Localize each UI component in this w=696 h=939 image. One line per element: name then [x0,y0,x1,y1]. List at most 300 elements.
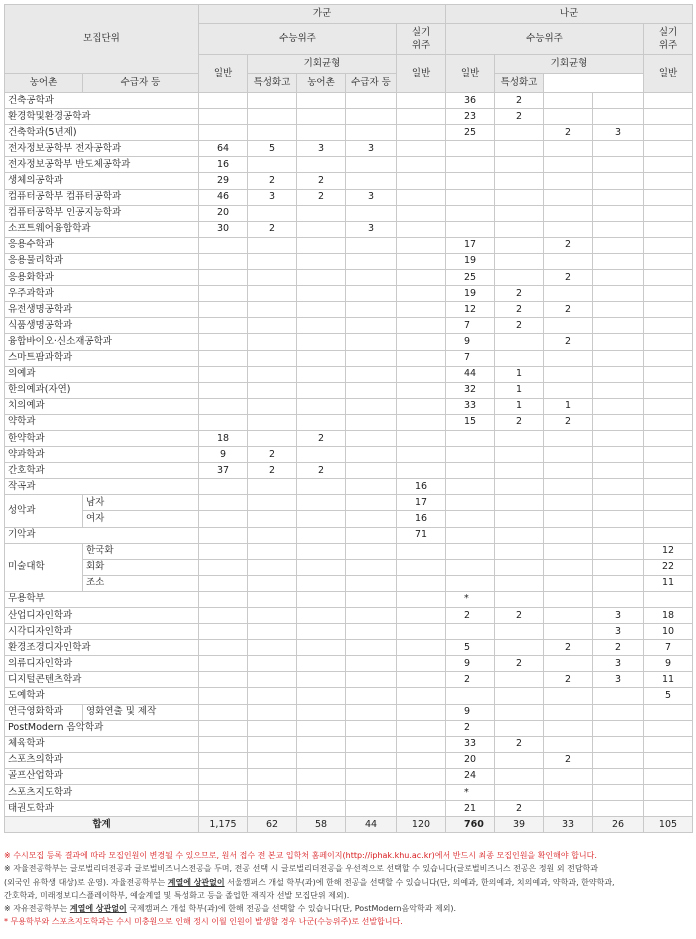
cell-value: 2 [248,463,297,479]
cell-value [593,414,644,430]
cell-value [593,752,644,768]
cell-value [495,704,544,720]
cell-value [297,109,346,125]
table-row [5,398,693,414]
header-ga-group: 가군 [199,5,446,24]
table-row [5,656,693,672]
cell-value [346,205,397,221]
cell-value [397,414,446,430]
cell-value [644,752,693,768]
cell-value [297,785,346,801]
cell-value [397,768,446,784]
total-label: 합계 [5,817,199,833]
cell-value: 30 [199,221,248,237]
cell-value [346,253,397,269]
cell-value [644,350,693,366]
cell-value [248,720,297,736]
cell-value [248,93,297,109]
table-row [5,447,693,463]
cell-value [397,640,446,656]
cell-value [593,253,644,269]
table-row [5,527,693,543]
row-label: 컴퓨터공학부 인공지능학과 [5,205,199,221]
row-label: 연극영화학과 [5,704,83,720]
cell-value [644,205,693,221]
table-row [5,93,693,109]
row-label: 치의예과 [5,398,199,414]
row-sub-label: 남자 [83,495,199,511]
cell-value [297,253,346,269]
table-row [5,141,693,157]
cell-value [446,688,495,704]
cell-value [297,559,346,575]
cell-value: 71 [397,527,446,543]
row-label: 태권도학과 [5,801,199,817]
row-label: 약학과 [5,414,199,430]
cell-value [248,672,297,688]
table-row [5,608,693,624]
cell-value [644,463,693,479]
cell-value [297,575,346,591]
cell-value: 1 [495,382,544,398]
cell-value [397,253,446,269]
cell-value [297,447,346,463]
cell-value [397,334,446,350]
row-label: 산업디자인학과 [5,608,199,624]
row-label: 작곡과 [5,479,199,495]
cell-value [346,688,397,704]
row-label: 소프트웨어융합학과 [5,221,199,237]
cell-value [248,286,297,302]
cell-value [495,430,544,446]
table-row [5,688,693,704]
cell-value [495,221,544,237]
cell-value [397,801,446,817]
cell-value [593,157,644,173]
cell-value [446,447,495,463]
cell-value: 15 [446,414,495,430]
cell-value [297,801,346,817]
cell-value [199,237,248,253]
cell-value [644,430,693,446]
cell-value [544,768,593,784]
table-row [5,624,693,640]
table-row [5,720,693,736]
cell-value [544,479,593,495]
cell-value [248,398,297,414]
note-2a: ※ 자율전공학부는 글로벌리더전공과 글로벌비즈니스전공을 두며, 전공 선택 시 글로벌리더전공을 우선적으로 선택할 수 있습니다(글로벌비즈니스 전공은 정원 외 전담학과 [4,864,599,874]
cell-value [199,559,248,575]
cell-value [248,350,297,366]
cell-value: 46 [199,189,248,205]
cell-value [297,270,346,286]
cell-value: 20 [199,205,248,221]
table-row [5,318,693,334]
cell-value [593,205,644,221]
cell-value [593,591,644,607]
cell-value [446,463,495,479]
cell-value [593,575,644,591]
cell-value [248,366,297,382]
cell-value [544,253,593,269]
cell-value [397,688,446,704]
cell-value [346,527,397,543]
cell-value [644,527,693,543]
cell-value [397,173,446,189]
cell-value [593,801,644,817]
header-na-nongeochon: 농어촌 [297,74,346,93]
cell-value [593,720,644,736]
table-row [5,189,693,205]
row-label: 환경학및환경공학과 [5,109,199,125]
header-na-silgi: 실기 위주 [644,24,693,55]
cell-value [544,736,593,752]
cell-value [593,221,644,237]
cell-value [199,656,248,672]
cell-value [297,640,346,656]
header-ga-sugeup: 수급자 등 [83,74,199,93]
cell-value [297,366,346,382]
cell-value [593,688,644,704]
cell-value [199,253,248,269]
cell-value [644,768,693,784]
cell-value [593,785,644,801]
cell-value [248,430,297,446]
cell-value [297,125,346,141]
table-row [5,302,693,318]
cell-value: 9 [644,656,693,672]
cell-value [248,752,297,768]
cell-value [397,575,446,591]
cell-value [248,318,297,334]
cell-value: 18 [644,608,693,624]
cell-value: 22 [644,559,693,575]
cell-value [346,430,397,446]
cell-value [495,447,544,463]
cell-value [544,93,593,109]
cell-value [593,286,644,302]
cell-value [644,736,693,752]
cell-value [397,109,446,125]
table-row [5,768,693,784]
cell-value [644,189,693,205]
cell-value [544,366,593,382]
row-label: 의예과 [5,366,199,382]
cell-value [297,157,346,173]
row-label: 도예학과 [5,688,199,704]
cell-value [544,350,593,366]
note-4: * 무용학부와 스포츠지도학과는 수시 미충원으로 인해 정시 이월 인원이 발생할 경우 나군(수능위주)로 선발합니다. [4,917,403,927]
cell-value [495,125,544,141]
cell-value: * [446,785,495,801]
cell-value [644,270,693,286]
cell-value [397,302,446,318]
total-value: 120 [397,817,446,833]
cell-value [397,270,446,286]
total-value: 26 [593,817,644,833]
row-label: 스마트팜과학과 [5,350,199,366]
table-row [5,414,693,430]
cell-value [544,591,593,607]
cell-value [397,350,446,366]
cell-value [199,591,248,607]
cell-value [346,366,397,382]
cell-value [199,479,248,495]
cell-value: 5 [248,141,297,157]
table-row [5,591,693,607]
cell-value: 44 [446,366,495,382]
cell-value [297,624,346,640]
cell-value: 24 [446,768,495,784]
row-label: 응용수학과 [5,237,199,253]
cell-value [346,125,397,141]
cell-value [593,141,644,157]
cell-value [346,237,397,253]
cell-value [297,704,346,720]
cell-value [446,205,495,221]
cell-value [446,559,495,575]
cell-value [199,704,248,720]
cell-value [397,543,446,559]
cell-value [495,350,544,366]
cell-value [544,318,593,334]
table-row [5,801,693,817]
cell-value [297,608,346,624]
table-row [5,382,693,398]
cell-value [544,109,593,125]
cell-value [495,205,544,221]
header-na-ilban: 일반 [446,55,495,93]
cell-value [297,286,346,302]
cell-value: 16 [199,157,248,173]
cell-value [593,479,644,495]
cell-value [397,624,446,640]
cell-value [346,318,397,334]
row-label: 스포츠의학과 [5,752,199,768]
table-row [5,125,693,141]
cell-value [644,141,693,157]
header-ga-nongeochon: 농어촌 [5,74,83,93]
cell-value [346,543,397,559]
cell-value [397,382,446,398]
cell-value [346,302,397,318]
cell-value [346,398,397,414]
cell-value [446,511,495,527]
cell-value [248,801,297,817]
cell-value [544,511,593,527]
cell-value [199,527,248,543]
cell-value: 11 [644,575,693,591]
cell-value: 23 [446,109,495,125]
cell-value [644,704,693,720]
cell-value [446,527,495,543]
cell-value [644,495,693,511]
cell-value: 64 [199,141,248,157]
cell-value: 16 [397,511,446,527]
cell-value [593,93,644,109]
cell-value [644,221,693,237]
cell-value [397,656,446,672]
cell-value [593,189,644,205]
cell-value [346,640,397,656]
cell-value [199,736,248,752]
header-na-group: 나군 [446,5,693,24]
cell-value [248,205,297,221]
cell-value: 19 [446,286,495,302]
cell-value: 2 [544,334,593,350]
cell-value [495,768,544,784]
cell-value [346,720,397,736]
cell-value [346,672,397,688]
cell-value [644,479,693,495]
cell-value [397,559,446,575]
cell-value [346,768,397,784]
row-label: 한의예과(자연) [5,382,199,398]
table-row [5,559,693,575]
cell-value [495,495,544,511]
row-sub-label: 한국화 [83,543,199,559]
row-label: 응용물리학과 [5,253,199,269]
cell-value [346,656,397,672]
cell-value: 9 [446,656,495,672]
total-value: 33 [544,817,593,833]
row-label: 스포츠지도학과 [5,785,199,801]
cell-value [248,334,297,350]
cell-value [248,575,297,591]
note-2b: (외국인 유학생 대상)로 운영). 자율전공학부는 계열에 상관없이 서울캠퍼스 개설 학부(과)에 한해 전공을 선택할 수 있습니다(단, 의예과, 한의예과, 치의예과, 약학과, 한약학과, [4,877,615,887]
cell-value [544,688,593,704]
cell-value [644,318,693,334]
cell-value [544,189,593,205]
header-na-teukseong: 특성화고 [495,74,544,93]
row-label: 응용화학과 [5,270,199,286]
cell-value [593,447,644,463]
cell-value [397,704,446,720]
cell-value: 21 [446,801,495,817]
cell-value: 3 [593,608,644,624]
cell-value: 5 [446,640,495,656]
cell-value [248,382,297,398]
cell-value [593,543,644,559]
cell-value: 2 [297,173,346,189]
cell-value [297,350,346,366]
cell-value [644,801,693,817]
cell-value [446,173,495,189]
cell-value [495,559,544,575]
cell-value: 2 [544,302,593,318]
cell-value [593,495,644,511]
cell-value [544,559,593,575]
cell-value: 9 [446,704,495,720]
row-label: 기악과 [5,527,199,543]
cell-value [544,205,593,221]
table-row [5,205,693,221]
cell-value [397,221,446,237]
header-ga-silgi-ilban: 일반 [397,55,446,93]
cell-value [544,608,593,624]
cell-value: * [446,591,495,607]
cell-value [495,624,544,640]
row-label: 건축학과(5년제) [5,125,199,141]
cell-value: 7 [446,318,495,334]
cell-value [593,382,644,398]
cell-value [248,302,297,318]
row-label: 약과학과 [5,447,199,463]
cell-value: 2 [544,237,593,253]
cell-value [397,430,446,446]
cell-value: 10 [644,624,693,640]
cell-value [297,205,346,221]
cell-value [199,768,248,784]
cell-value: 3 [593,624,644,640]
cell-value [248,768,297,784]
cell-value [644,511,693,527]
cell-value [446,430,495,446]
cell-value [544,785,593,801]
cell-value [248,511,297,527]
cell-value [297,382,346,398]
cell-value: 9 [446,334,495,350]
cell-value [397,366,446,382]
cell-value [644,334,693,350]
cell-value [644,109,693,125]
cell-value [644,785,693,801]
cell-value [199,93,248,109]
cell-value [644,173,693,189]
cell-value [297,93,346,109]
cell-value [346,93,397,109]
cell-value: 2 [248,447,297,463]
cell-value [346,173,397,189]
cell-value: 3 [346,141,397,157]
row-label: 건축공학과 [5,93,199,109]
cell-value [248,237,297,253]
cell-value [397,752,446,768]
cell-value [297,688,346,704]
cell-value: 33 [446,736,495,752]
cell-value [346,479,397,495]
cell-value: 2 [446,672,495,688]
cell-value [297,591,346,607]
cell-value: 2 [446,720,495,736]
cell-value [397,141,446,157]
cell-value [297,543,346,559]
row-label: 융합바이오·신소재공학과 [5,334,199,350]
cell-value [397,736,446,752]
cell-value: 2 [495,656,544,672]
header-ga-teukseong: 특성화고 [248,74,297,93]
cell-value: 25 [446,125,495,141]
cell-value [199,495,248,511]
cell-value: 3 [248,189,297,205]
cell-value [397,463,446,479]
cell-value [346,495,397,511]
table-row [5,237,693,253]
cell-value [544,463,593,479]
cell-value [346,334,397,350]
row-label: 생체의공학과 [5,173,199,189]
cell-value: 11 [644,672,693,688]
cell-value [495,640,544,656]
cell-value: 2 [544,752,593,768]
cell-value [446,495,495,511]
row-sub-label: 영화연출 및 제작 [83,704,199,720]
cell-value [199,624,248,640]
cell-value [199,608,248,624]
cell-value [199,543,248,559]
cell-value [199,672,248,688]
cell-value [593,430,644,446]
